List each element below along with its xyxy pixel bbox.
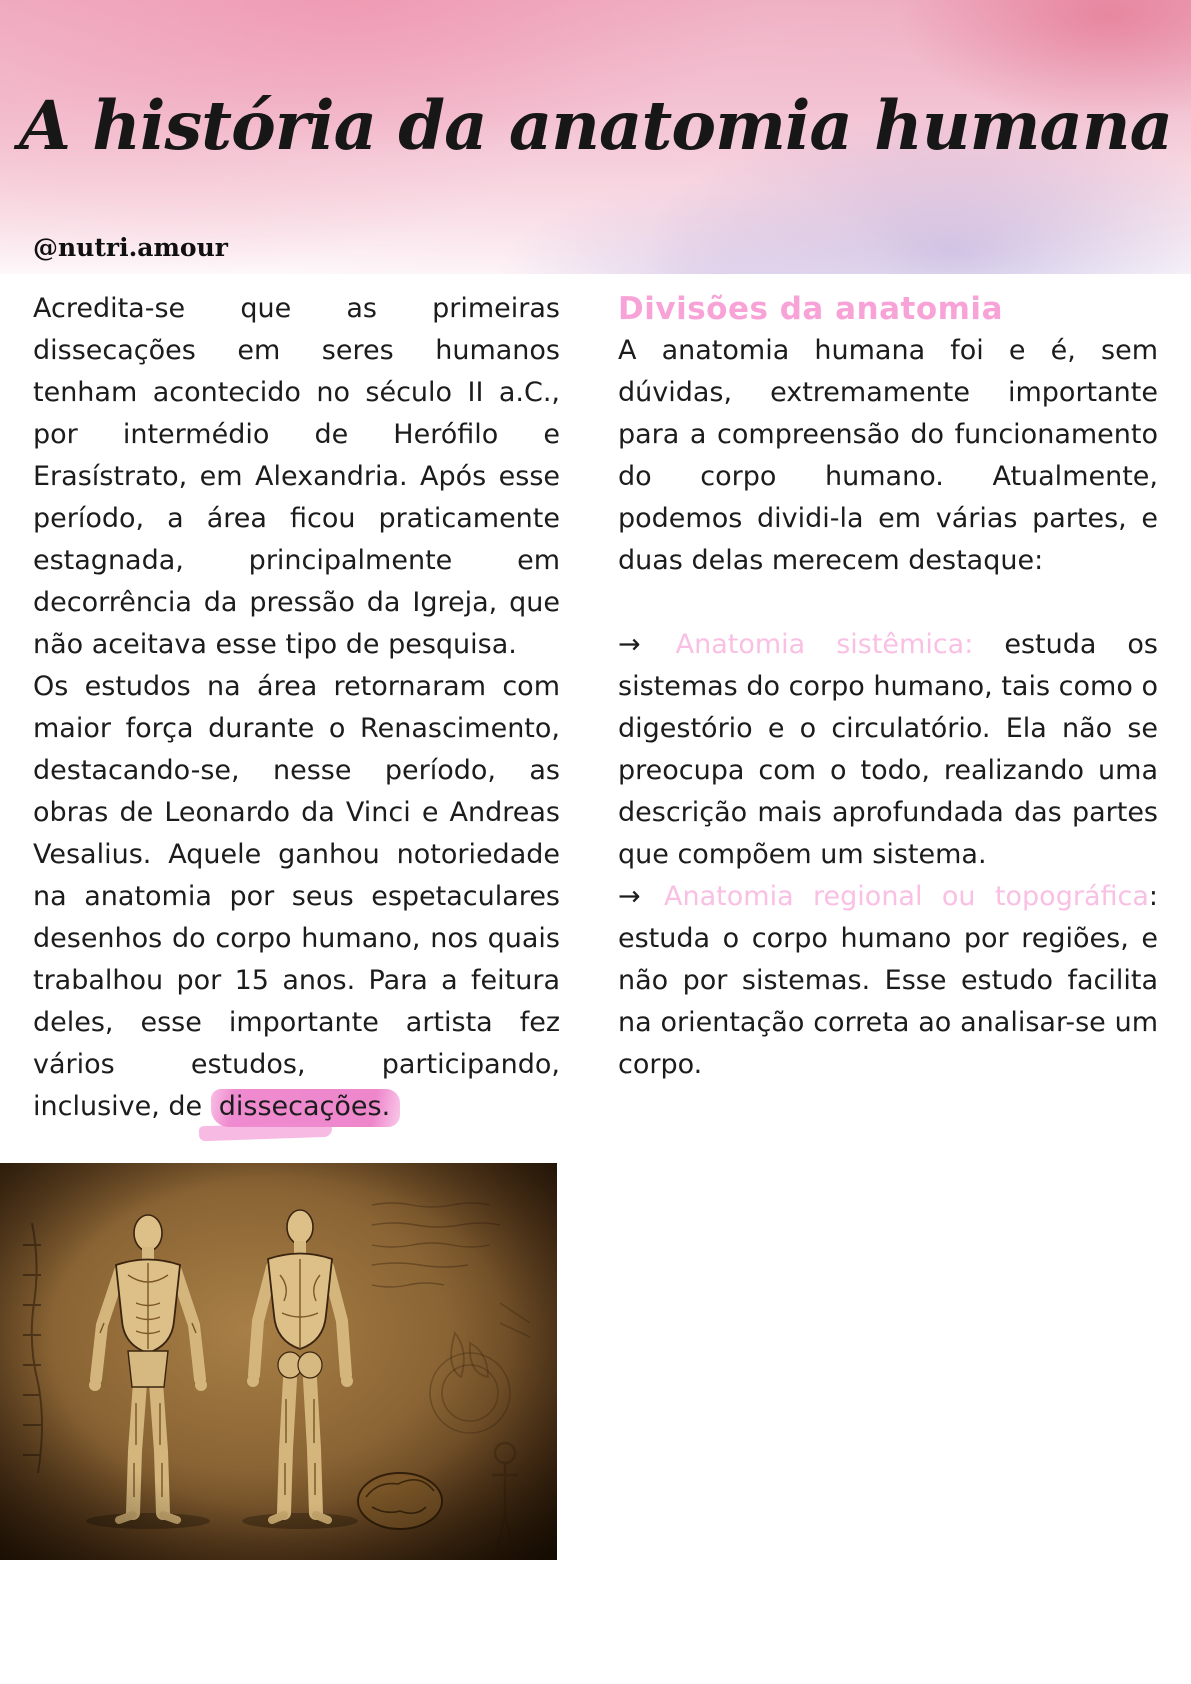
vignette-overlay — [0, 1163, 557, 1560]
paragraph-history-text: Acredita-se que as primeiras dissecações em seres humanos tenham acontecido no século II a.C., por intermédio de Herófilo e Erasístrato, em Alexandria. Após esse período, a área ficou praticamente estagnada, principalmente em decorrência da pressão da Igreja, que não aceitava esse tipo de pesquisa. — [33, 293, 560, 660]
term-regional-colon: : — [1148, 881, 1158, 912]
header — [0, 0, 1191, 274]
section-heading: Divisões da anatomia — [618, 291, 1003, 327]
term-systemic-anatomy: Anatomia sistêmica: — [675, 629, 974, 660]
highlighted-term: dissecações. — [211, 1089, 400, 1127]
left-column — [33, 288, 560, 1128]
list-item-systemic-anatomy — [618, 624, 1158, 876]
paragraph-divisions-intro: A anatomia humana foi e é, sem dúvidas, extremamente importante para a compreensão do funcionamento do corpo humano. Atualmente, podemos dividi-la em várias partes, e duas delas merecem destaque: — [618, 335, 1158, 576]
anatomy-illustration — [0, 1163, 557, 1560]
regional-anatomy-text: estuda o corpo humano por regiões, e não por sistemas. Esse estudo facilita na orientação correta ao analisar-se um corpo. — [618, 923, 1158, 1080]
page-title: A história da anatomia humana — [18, 86, 1173, 165]
paragraph-history — [33, 288, 560, 666]
systemic-anatomy-text: estuda os sistemas do corpo humano, tais como o digestório e o circulatório. Ela não se preocupa com o todo, realizando uma descrição mais aprofundada das partes que compõem um sistema. — [618, 629, 1158, 870]
arrow-icon: → — [618, 629, 641, 660]
paragraph-renaissance-text: Os estudos na área retornaram com maior força durante o Renascimento, destacando-se, nesse período, as obras de Leonardo da Vinci e Andreas Vesalius. Aquele ganhou notoriedade na anatomia por seus espetaculares desenhos do corpo humano, nos quais trabalhou por 15 anos. Para a feitura deles, esse importante artista fez vários estudos, participando, inclusive, de — [33, 671, 560, 1122]
term-regional-anatomy: Anatomia regional ou topográfica — [664, 881, 1149, 912]
paragraph-renaissance — [33, 666, 560, 1128]
arrow-icon: → — [618, 881, 641, 912]
anatomy-illustration-svg — [0, 1163, 557, 1560]
right-column — [618, 288, 1158, 1128]
author-handle: @nutri.amour — [33, 233, 228, 262]
content — [0, 274, 1191, 1128]
list-item-regional-anatomy — [618, 876, 1158, 1086]
